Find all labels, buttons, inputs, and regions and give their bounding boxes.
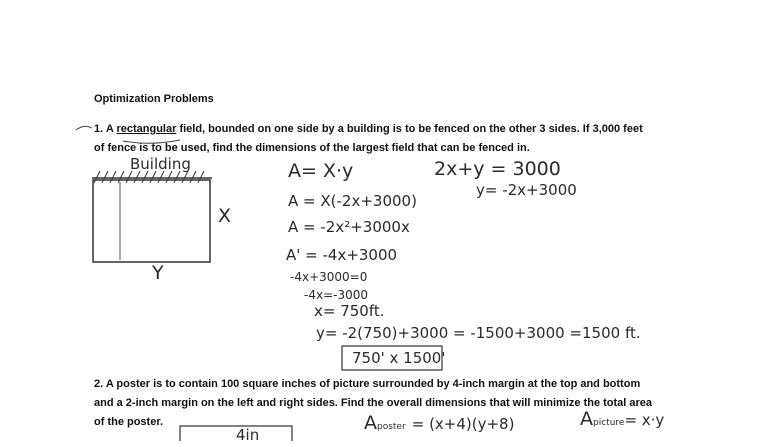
margin-label: 4in <box>236 426 260 444</box>
area-poster-symbol: A <box>364 412 377 434</box>
area-poster-equation: = (x+4)(y+8) <box>411 415 515 433</box>
area-picture-label <box>580 408 664 430</box>
work-line-7: x= 750ft. <box>314 302 385 320</box>
field-rectangle <box>93 180 210 262</box>
problem-1-text-c: of fence is to be used, find the dimensions of the largest field that can be fenced in. <box>94 142 530 154</box>
pen-mark <box>76 126 92 130</box>
constraint-line-2: y= -2x+3000 <box>476 181 577 199</box>
problem-2-number: 2. <box>94 378 104 390</box>
problem-1-number: 1. <box>94 123 104 135</box>
area-picture-subscript: picture <box>593 418 625 428</box>
work-line-1: A= X·y <box>288 160 354 182</box>
work-line-2: A = X(-2x+3000) <box>288 192 417 210</box>
answer-text: 750' x 1500' <box>352 349 446 367</box>
work-line-4: A' = -4x+3000 <box>286 246 398 264</box>
work-line-6: -4x=-3000 <box>304 288 368 302</box>
problem-1-text-a: A <box>105 123 114 135</box>
problem-1-text-b: field, bounded on one side by a building is to be fenced on the other 3 sides. If 3,000 feet <box>179 123 643 135</box>
work-line-8: y= -2(750)+3000 = -1500+3000 =1500 ft. <box>316 324 641 342</box>
underline-mark <box>123 140 180 143</box>
problem-2-text-a: A poster is to contain 100 square inches of picture surrounded by 4-inch margin at the top and bottom <box>105 378 641 390</box>
y-label: Y <box>152 262 164 284</box>
problem-2-text-c: of the poster. <box>94 416 164 428</box>
x-label: X <box>218 205 232 227</box>
problem-2-text-b: and a 2-inch margin on the left and right sides. Find the overall dimensions that will minimize the total area <box>94 397 653 409</box>
building-label: Building <box>130 155 191 173</box>
work-line-5: -4x+3000=0 <box>290 270 368 284</box>
area-poster-label <box>364 412 514 434</box>
area-picture-equation: = x·y <box>624 411 665 429</box>
area-poster-subscript: poster <box>377 422 406 432</box>
problem-1-underlined-word: rectangular <box>116 123 177 135</box>
constraint-line-1: 2x+y = 3000 <box>434 158 561 180</box>
work-line-3: A = -2x²+3000x <box>288 218 410 236</box>
page-title: Optimization Problems <box>94 93 214 105</box>
area-picture-symbol: A <box>580 408 593 430</box>
